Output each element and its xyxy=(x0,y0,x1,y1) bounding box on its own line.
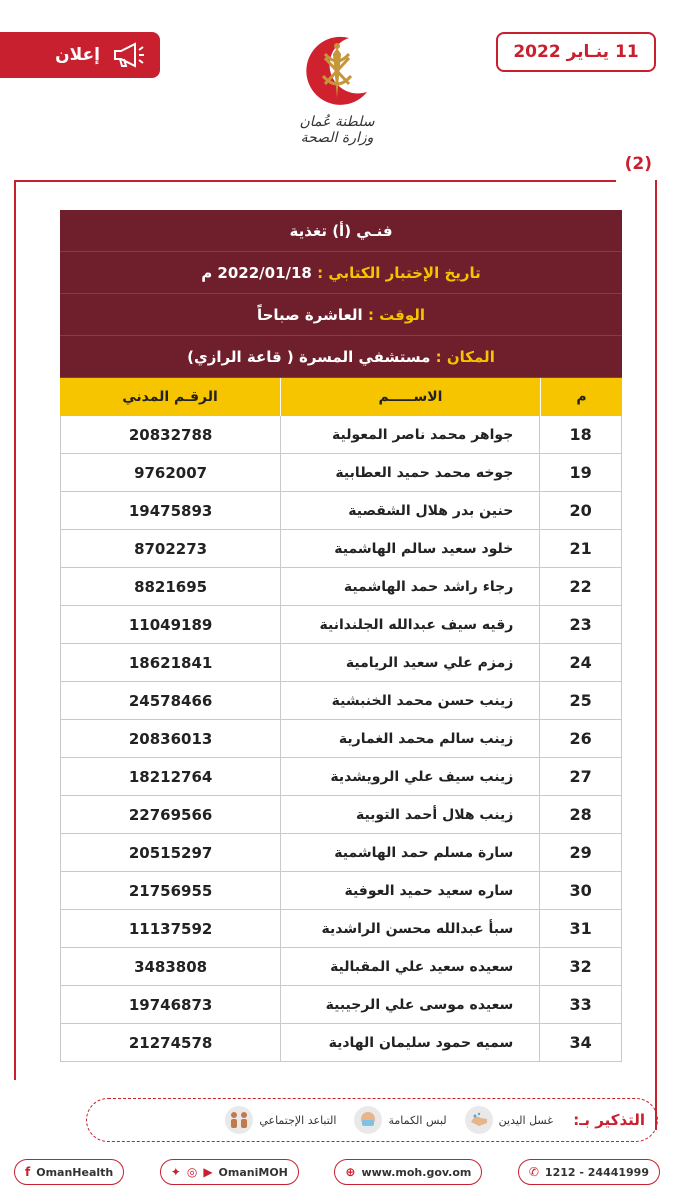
row-number: 19 xyxy=(539,454,621,491)
table-row xyxy=(61,416,621,454)
table-row xyxy=(61,492,621,530)
website-url: www.moh.gov.om xyxy=(361,1165,472,1179)
row-civil-id: 19475893 xyxy=(128,501,213,520)
table-row xyxy=(61,530,621,568)
reminder-item-label: غسل اليدين xyxy=(498,1113,553,1127)
row-civil-id: 21756955 xyxy=(128,881,213,900)
table-row xyxy=(61,796,621,834)
row-number: 30 xyxy=(539,872,621,909)
ministry-name xyxy=(287,114,387,146)
table-row xyxy=(61,568,621,606)
table-row xyxy=(61,1024,621,1062)
row-name: زينب حسن محمد الخنبشية xyxy=(280,682,539,719)
reminder-hand-washing xyxy=(465,1106,553,1134)
announcement-label: إعلان xyxy=(55,45,100,65)
table-row xyxy=(61,606,621,644)
facebook-link[interactable] xyxy=(14,1159,124,1185)
oman-emblem-icon xyxy=(297,30,377,110)
twitter-icon: ✦ xyxy=(170,1165,181,1179)
facebook-icon: f xyxy=(25,1165,31,1179)
announcement-date: 11 ينـاير 2022 xyxy=(496,32,656,72)
phone-link[interactable] xyxy=(518,1159,660,1185)
social-handle-link[interactable] xyxy=(160,1159,299,1185)
row-name: رجاء راشد حمد الهاشمية xyxy=(280,568,539,605)
exam-place-row xyxy=(60,336,622,378)
exam-date-label: تاريخ الإختبار الكتابي : xyxy=(317,263,481,282)
frame-left-line xyxy=(14,180,16,1080)
row-number: 34 xyxy=(539,1024,621,1061)
social-distancing-icon xyxy=(225,1106,253,1134)
row-civil-id: 20832788 xyxy=(128,425,213,444)
row-civil-id: 19746873 xyxy=(128,995,213,1014)
website-link[interactable] xyxy=(334,1159,482,1185)
row-name: جواهر محمد ناصر المعولية xyxy=(280,416,539,453)
row-number: 21 xyxy=(539,530,621,567)
frame-right-line xyxy=(655,180,657,1130)
row-civil-id: 8702273 xyxy=(134,539,208,558)
table-row xyxy=(61,758,621,796)
globe-icon: ⊕ xyxy=(345,1165,356,1179)
phone-icon: ✆ xyxy=(528,1165,539,1179)
exam-time-label: الوقت : xyxy=(367,305,426,324)
table-title: فنـي (أ) تغذية xyxy=(60,210,622,252)
ministry-line-2: وزارة الصحة xyxy=(300,130,374,146)
instagram-icon: ◎ xyxy=(186,1165,198,1179)
row-number: 25 xyxy=(539,682,621,719)
ministry-line-1: سلطنة عُمان xyxy=(299,114,375,130)
row-number: 20 xyxy=(539,492,621,529)
row-number: 18 xyxy=(539,416,621,453)
hand-washing-icon xyxy=(465,1106,493,1134)
row-civil-id: 21274578 xyxy=(128,1033,213,1052)
table-row xyxy=(61,644,621,682)
row-number: 32 xyxy=(539,948,621,985)
exam-time-value: العاشرة صباحاً xyxy=(256,305,363,324)
announcement-badge xyxy=(0,32,160,78)
phone-number: 1212 - 24441999 xyxy=(544,1165,649,1179)
row-name: حنين بدر هلال الشقصية xyxy=(280,492,539,529)
reminder-social-distancing xyxy=(225,1106,336,1134)
table-body xyxy=(60,416,622,1062)
row-number: 33 xyxy=(539,986,621,1023)
table-row xyxy=(61,986,621,1024)
exam-time-row xyxy=(60,294,622,336)
row-name: زينب سالم محمد الغمارية xyxy=(280,720,539,757)
reminder-title: التذكير بـ: xyxy=(573,1111,645,1129)
row-name: سبأ عبدالله محسن الراشدية xyxy=(280,910,539,947)
row-number: 28 xyxy=(539,796,621,833)
row-civil-id: 9762007 xyxy=(134,463,208,482)
exam-date-value: 2022/01/18 م xyxy=(201,263,312,282)
reminder-item-label: لبس الكمامة xyxy=(388,1113,447,1127)
row-number: 22 xyxy=(539,568,621,605)
table-row xyxy=(61,910,621,948)
row-name: سارة مسلم حمد الهاشمية xyxy=(280,834,539,871)
reminder-item-label: التباعد الإجتماعي xyxy=(259,1113,337,1127)
row-name: سعيده سعيد علي المقبالية xyxy=(280,948,539,985)
row-civil-id: 11137592 xyxy=(128,919,213,938)
table-row xyxy=(61,682,621,720)
row-name: جوخه محمد حميد العطابية xyxy=(280,454,539,491)
exam-place-value: مستشفي المسرة ( قاعة الرازي) xyxy=(187,347,431,366)
row-name: زينب هلال أحمد التوبية xyxy=(280,796,539,833)
table-row xyxy=(61,834,621,872)
megaphone-icon xyxy=(112,42,146,68)
row-civil-id: 20836013 xyxy=(128,729,213,748)
row-name: ساره سعيد حميد العوفية xyxy=(280,872,539,909)
contact-footer xyxy=(14,1158,660,1186)
row-number: 26 xyxy=(539,720,621,757)
face-mask-icon xyxy=(354,1106,382,1134)
row-number: 29 xyxy=(539,834,621,871)
row-civil-id: 18621841 xyxy=(128,653,213,672)
table-row xyxy=(61,454,621,492)
row-number: 23 xyxy=(539,606,621,643)
row-number: 27 xyxy=(539,758,621,795)
row-name: زينب سيف علي الرويشدية xyxy=(280,758,539,795)
page-number: (2) xyxy=(624,154,652,174)
exam-place-label: المكان : xyxy=(435,347,495,366)
frame-top-line xyxy=(14,180,616,182)
exam-date-row xyxy=(60,252,622,294)
row-name: سميه حمود سليمان الهادية xyxy=(280,1024,539,1061)
row-number: 31 xyxy=(539,910,621,947)
row-number: 24 xyxy=(539,644,621,681)
table-row xyxy=(61,948,621,986)
row-civil-id: 8821695 xyxy=(134,577,208,596)
column-header-name: الاســـــم xyxy=(280,378,540,416)
candidates-table xyxy=(60,210,622,1062)
row-name: سعيده موسى علي الرجيبية xyxy=(280,986,539,1023)
reminder-wearing-mask xyxy=(354,1106,446,1134)
table-column-headers xyxy=(60,378,622,416)
row-name: زمزم علي سعيد الريامية xyxy=(280,644,539,681)
row-civil-id: 24578466 xyxy=(128,691,213,710)
table-row xyxy=(61,872,621,910)
column-header-number: م xyxy=(540,378,622,416)
row-civil-id: 3483808 xyxy=(134,957,208,976)
ministry-logo xyxy=(287,30,387,160)
row-name: رقيه سيف عبدالله الجلندانية xyxy=(280,606,539,643)
row-civil-id: 22769566 xyxy=(128,805,213,824)
youtube-icon: ▶ xyxy=(203,1165,213,1179)
reminder-bar xyxy=(86,1098,658,1142)
facebook-handle: OmanHealth xyxy=(36,1165,114,1179)
row-name: خلود سعيد سالم الهاشمية xyxy=(280,530,539,567)
twitter-handle: OmaniMOH xyxy=(218,1165,288,1179)
table-row xyxy=(61,720,621,758)
row-civil-id: 11049189 xyxy=(128,615,213,634)
column-header-civil-id: الرقـم المدني xyxy=(122,389,218,405)
row-civil-id: 20515297 xyxy=(128,843,213,862)
row-civil-id: 18212764 xyxy=(128,767,213,786)
